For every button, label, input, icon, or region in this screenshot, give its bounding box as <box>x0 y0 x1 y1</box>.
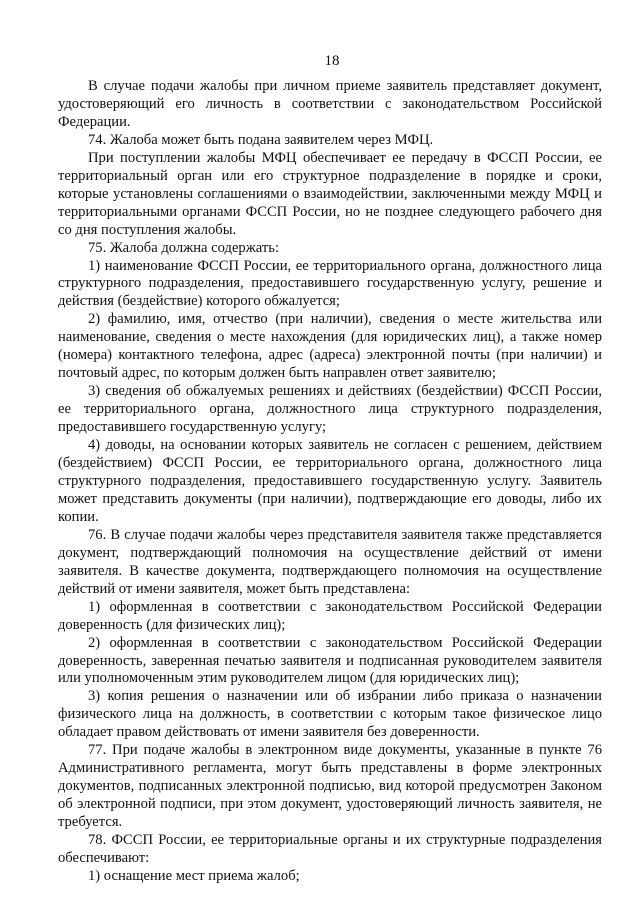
paragraph-78: 78. ФССП России, ее территориальные органы и их структурные подразделения обеспечивают: <box>58 832 602 866</box>
paragraph-77: 77. При подаче жалобы в электронном виде документы, указанные в пункте 76 Административного регламента, могут быть представлены в форме электронных документов, подписанных электронной подписью, вид которой предусмотрен Законом об электронной подписи, при этом документ, удостоверяющий личность заявителя, не требуется. <box>58 742 602 831</box>
paragraph-75-item-2: 2) фамилию, имя, отчество (при наличии), сведения о месте жительства или наименование, сведения о месте нахождения (для юридических лиц), а также номер (номера) контактного телефона, адрес (адреса) электронной почты (при наличии) и почтовый адрес, по которым должен быть направлен ответ заявителю; <box>58 311 602 382</box>
paragraph-75-item-3: 3) сведения об обжалуемых решениях и действиях (бездействии) ФССП России, ее территориального органа, должностного лица структурного подразделения, предоставившего государственную услугу; <box>58 383 602 436</box>
paragraph-76-item-1: 1) оформленная в соответствии с законодательством Российской Федерации доверенность (для физических лиц); <box>58 598 602 633</box>
paragraph-75-item-1: 1) наименование ФССП России, ее территориального органа, должностного лица структурного подразделения, предоставившего государственную услугу, решение и действия (бездействие) которого обжалуется; <box>58 257 602 310</box>
paragraph-76-item-2: 2) оформленная в соответствии с законодательством Российской Федерации доверенность, заверенная печатью заявителя и подписанная руководителем заявителя или уполномоченным этим руководителем лицом (для юридических лиц); <box>58 634 602 687</box>
page-number: 18 <box>324 53 340 69</box>
paragraph-mfc-transfer: При поступлении жалобы МФЦ обеспечивает ее передачу в ФССП России, ее территориальный орган или его структурное подразделение в порядке и сроки, которые установлены соглашениями о взаимодействии, заключенными между МФЦ и территориальными органами ФССП России, но не позднее следующего рабочего дня со дня поступления жалобы. <box>58 149 602 238</box>
paragraph-78-item-1: 1) оснащение мест приема жалоб; <box>88 867 300 884</box>
paragraph-75-item-4: 4) доводы, на основании которых заявитель не согласен с решением, действием (бездействием) ФССП России, ее территориального органа, должностного лица структурного подразделения, предоставившего государственную услугу. Заявитель может представить документы (при наличии), подтверждающие его доводы, либо их копии. <box>58 437 602 525</box>
paragraph-75: 75. Жалоба должна содержать: <box>88 239 279 256</box>
document-page <box>58 52 602 886</box>
paragraph-76: 76. В случае подачи жалобы через представителя заявителя также представляется документ, подтверждающий полномочия на осуществление действий от имени заявителя. В качестве документа, подтверждающего полномочия на осуществление действий от имени заявителя, может быть представлена: <box>58 526 602 597</box>
paragraph-76-item-3: 3) копия решения о назначении или об избрании либо приказа о назначении физического лица на должность, в соответствии с которым такое физическое лицо обладает правом действовать от имени заявителя без доверенности. <box>58 688 602 741</box>
paragraph-personal-submission: В случае подачи жалобы при личном приеме заявитель представляет документ, удостоверяющий его личность в соответствии с законодательством Российской Федерации. <box>58 78 602 130</box>
paragraph-74: 74. Жалоба может быть подана заявителем через МФЦ. <box>88 131 434 148</box>
